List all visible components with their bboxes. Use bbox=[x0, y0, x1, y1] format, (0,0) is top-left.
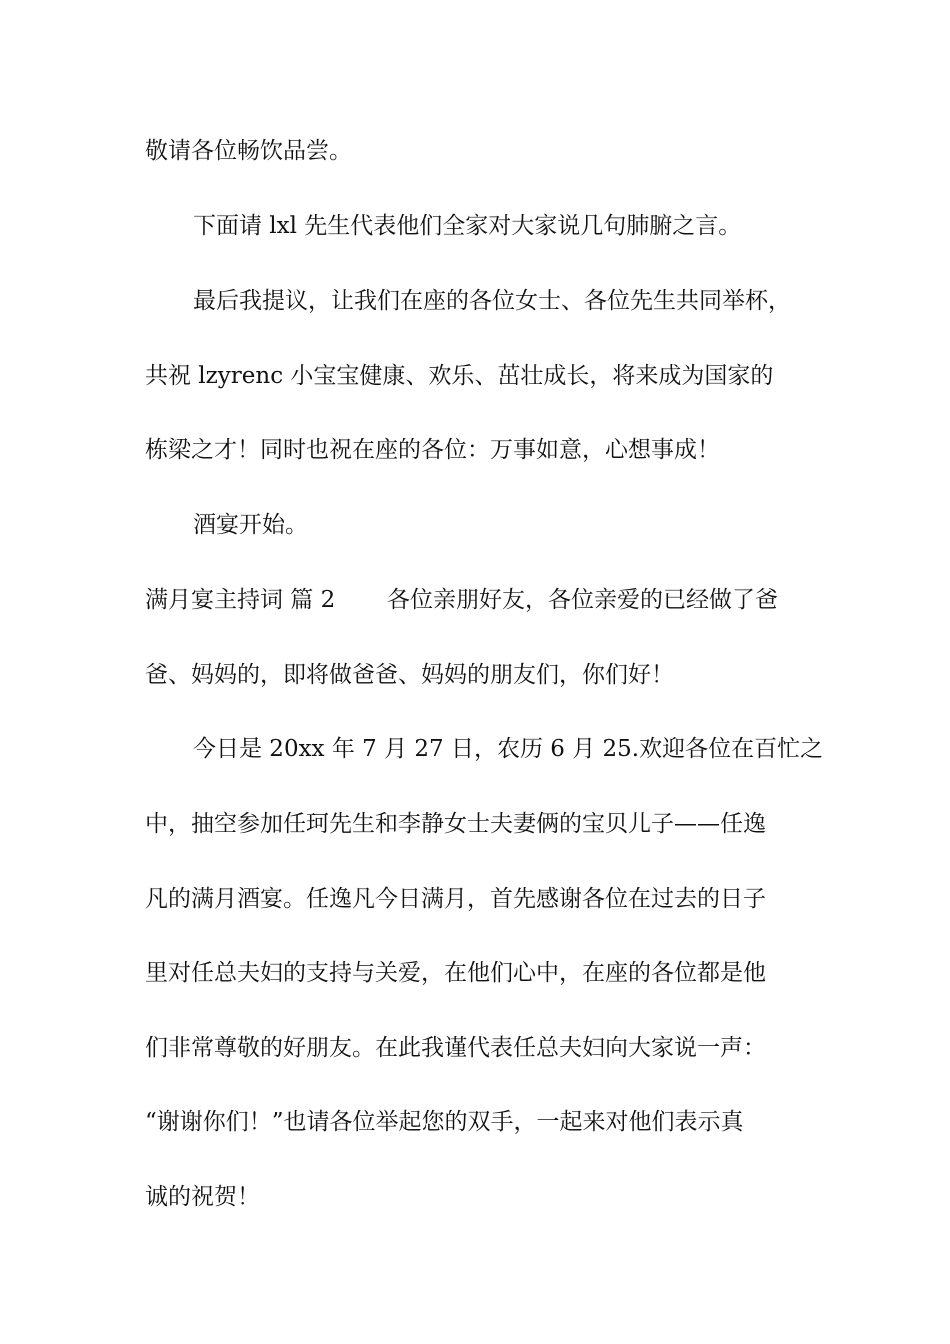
text-line: 们非常尊敬的好朋友。在此我谨代表任总夫妇向大家说一声： bbox=[145, 1035, 766, 1061]
section-heading: 满月宴主持词 篇 2 bbox=[145, 587, 336, 613]
text-line: 爸、妈妈的，即将做爸爸、妈妈的朋友们，你们好！ bbox=[145, 662, 674, 688]
section-heading-line bbox=[145, 585, 825, 615]
text-line: 各位亲朋好友，各位亲爱的已经做了爸 bbox=[387, 587, 778, 613]
text-line: “谢谢你们！”也请各位举起您的双手，一起来对他们表示真 bbox=[145, 1109, 744, 1135]
text-line: 诚的祝贺！ bbox=[145, 1184, 260, 1210]
text-line: 最后我提议，让我们在座的各位女士、各位先生共同举杯， bbox=[193, 288, 791, 314]
text-line: 共祝 lzyrenc 小宝宝健康、欢乐、茁壮成长，将来成为国家的 bbox=[145, 363, 774, 389]
text-line: 凡的满月酒宴。任逸凡今日满月，首先感谢各位在过去的日子 bbox=[145, 886, 766, 912]
text-line: 酒宴开始。 bbox=[193, 512, 308, 538]
text-line: 敬请各位畅饮品尝。 bbox=[145, 138, 352, 164]
text-line: 下面请 lxl 先生代表他们全家对大家说几句肺腑之言。 bbox=[193, 213, 742, 239]
text-line: 中，抽空参加任珂先生和李静女士夫妻俩的宝贝儿子——任逸 bbox=[145, 811, 766, 837]
text-line: 今日是 20xx 年 7 月 27 日，农历 6 月 25.欢迎各位在百忙之 bbox=[193, 736, 824, 762]
text-line: 里对任总夫妇的支持与关爱，在他们心中，在座的各位都是他 bbox=[145, 960, 766, 986]
text-line: 栋梁之才！同时也祝在座的各位：万事如意，心想事成！ bbox=[145, 437, 720, 463]
